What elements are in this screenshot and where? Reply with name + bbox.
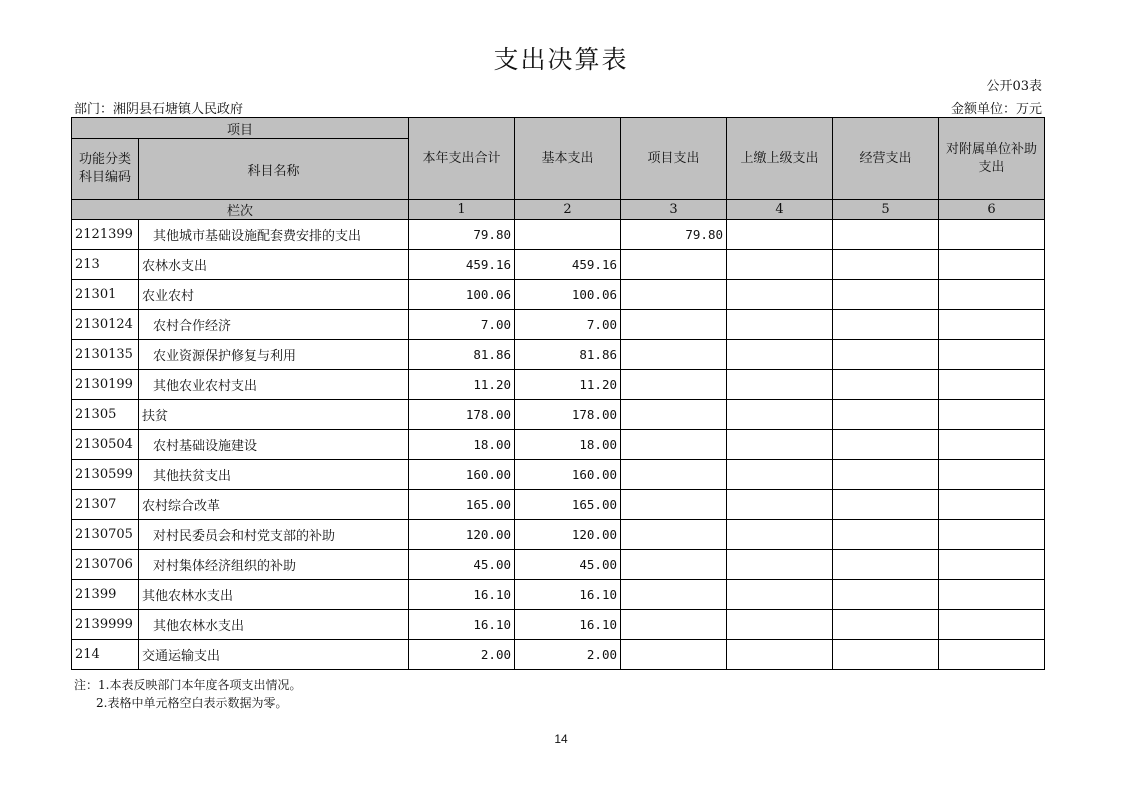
- header-row-1: [72, 118, 1045, 139]
- table-row: [72, 310, 1045, 340]
- cell-code: 2130135: [72, 340, 139, 370]
- cell-business: [833, 550, 939, 580]
- header-subject-name: 科目名称: [139, 139, 409, 200]
- cell-total: 120.00: [409, 520, 515, 550]
- cell-project: [621, 550, 727, 580]
- cell-subject-name: 其他农林水支出: [139, 610, 409, 640]
- cell-subsidy: [939, 220, 1045, 250]
- cell-upper: [727, 490, 833, 520]
- cell-total: 160.00: [409, 460, 515, 490]
- header-col-business: 经营支出: [833, 118, 939, 200]
- cell-project: 79.80: [621, 220, 727, 250]
- table-row: [72, 640, 1045, 670]
- lanci-number: 6: [939, 200, 1045, 220]
- cell-subsidy: [939, 520, 1045, 550]
- cell-subsidy: [939, 610, 1045, 640]
- unit-label: 金额单位：万元: [950, 102, 1042, 117]
- lanci-number: 1: [409, 200, 515, 220]
- cell-project: [621, 340, 727, 370]
- cell-project: [621, 250, 727, 280]
- cell-code: 21305: [72, 400, 139, 430]
- cell-subject-name: 交通运输支出: [139, 640, 409, 670]
- cell-basic: 2.00: [515, 640, 621, 670]
- cell-code: 2121399: [72, 220, 139, 250]
- cell-project: [621, 310, 727, 340]
- cell-upper: [727, 460, 833, 490]
- form-code: 公开03表: [986, 79, 1042, 94]
- table-row: [72, 460, 1045, 490]
- cell-business: [833, 640, 939, 670]
- cell-total: 81.86: [409, 340, 515, 370]
- cell-code: 2130199: [72, 370, 139, 400]
- lanci-label: 栏次: [72, 200, 409, 220]
- cell-business: [833, 430, 939, 460]
- header-col-upper: 上缴上级支出: [727, 118, 833, 200]
- cell-basic: 178.00: [515, 400, 621, 430]
- header-col-subsidy: 对附属单位补助支出: [939, 118, 1045, 200]
- table-row: [72, 430, 1045, 460]
- expenditure-table: [71, 117, 1045, 670]
- cell-total: 79.80: [409, 220, 515, 250]
- cell-business: [833, 580, 939, 610]
- cell-total: 165.00: [409, 490, 515, 520]
- cell-subsidy: [939, 310, 1045, 340]
- cell-business: [833, 490, 939, 520]
- cell-business: [833, 520, 939, 550]
- cell-subsidy: [939, 580, 1045, 610]
- cell-business: [833, 370, 939, 400]
- header-col-project: 项目支出: [621, 118, 727, 200]
- cell-business: [833, 310, 939, 340]
- page-number: 14: [554, 732, 568, 746]
- cell-subsidy: [939, 400, 1045, 430]
- cell-upper: [727, 310, 833, 340]
- cell-upper: [727, 250, 833, 280]
- cell-project: [621, 580, 727, 610]
- cell-total: 18.00: [409, 430, 515, 460]
- cell-upper: [727, 550, 833, 580]
- cell-total: 7.00: [409, 310, 515, 340]
- cell-business: [833, 220, 939, 250]
- cell-subsidy: [939, 280, 1045, 310]
- header-col-basic: 基本支出: [515, 118, 621, 200]
- cell-project: [621, 430, 727, 460]
- cell-subject-name: 农业农村: [139, 280, 409, 310]
- cell-code: 21399: [72, 580, 139, 610]
- cell-business: [833, 250, 939, 280]
- cell-subsidy: [939, 370, 1045, 400]
- cell-code: 21307: [72, 490, 139, 520]
- cell-code: 213: [72, 250, 139, 280]
- cell-code: 2130599: [72, 460, 139, 490]
- cell-total: 16.10: [409, 580, 515, 610]
- cell-upper: [727, 220, 833, 250]
- cell-upper: [727, 400, 833, 430]
- cell-basic: 100.06: [515, 280, 621, 310]
- cell-upper: [727, 370, 833, 400]
- cell-project: [621, 280, 727, 310]
- cell-subject-name: 农林水支出: [139, 250, 409, 280]
- header-func-code: 功能分类科目编码: [72, 139, 139, 200]
- cell-total: 45.00: [409, 550, 515, 580]
- header-col-total: 本年支出合计: [409, 118, 515, 200]
- cell-total: 11.20: [409, 370, 515, 400]
- page-title: 支出决算表: [493, 45, 629, 74]
- cell-project: [621, 490, 727, 520]
- table-row: [72, 340, 1045, 370]
- cell-project: [621, 640, 727, 670]
- lanci-number: 4: [727, 200, 833, 220]
- cell-project: [621, 460, 727, 490]
- cell-subsidy: [939, 460, 1045, 490]
- cell-subject-name: 其他城市基础设施配套费安排的支出: [139, 220, 409, 250]
- table-body: [72, 220, 1045, 670]
- cell-subject-name: 对村民委员会和村党支部的补助: [139, 520, 409, 550]
- lanci-row: [72, 200, 1045, 220]
- table-row: [72, 580, 1045, 610]
- cell-basic: 81.86: [515, 340, 621, 370]
- cell-subject-name: 农村基础设施建设: [139, 430, 409, 460]
- cell-total: 16.10: [409, 610, 515, 640]
- lanci-number: 3: [621, 200, 727, 220]
- cell-project: [621, 520, 727, 550]
- cell-subject-name: 扶贫: [139, 400, 409, 430]
- cell-subsidy: [939, 340, 1045, 370]
- table-row: [72, 250, 1045, 280]
- lanci-number: 5: [833, 200, 939, 220]
- cell-subject-name: 农村综合改革: [139, 490, 409, 520]
- cell-subject-name: 农业资源保护修复与利用: [139, 340, 409, 370]
- cell-business: [833, 280, 939, 310]
- cell-project: [621, 370, 727, 400]
- cell-basic: 16.10: [515, 580, 621, 610]
- cell-basic: 120.00: [515, 520, 621, 550]
- cell-code: 2139999: [72, 610, 139, 640]
- cell-subject-name: 其他农林水支出: [139, 580, 409, 610]
- cell-project: [621, 400, 727, 430]
- note-2: 2.表格中单元格空白表示数据为零。: [96, 696, 288, 710]
- table-row: [72, 490, 1045, 520]
- lanci-number: 2: [515, 200, 621, 220]
- table-row: [72, 610, 1045, 640]
- cell-code: 2130124: [72, 310, 139, 340]
- table-row: [72, 550, 1045, 580]
- cell-upper: [727, 340, 833, 370]
- cell-basic: 165.00: [515, 490, 621, 520]
- table-row: [72, 220, 1045, 250]
- cell-business: [833, 340, 939, 370]
- cell-total: 459.16: [409, 250, 515, 280]
- cell-project: [621, 610, 727, 640]
- cell-basic: 7.00: [515, 310, 621, 340]
- cell-code: 214: [72, 640, 139, 670]
- cell-upper: [727, 520, 833, 550]
- cell-basic: [515, 220, 621, 250]
- cell-basic: 16.10: [515, 610, 621, 640]
- cell-subsidy: [939, 430, 1045, 460]
- table-row: [72, 280, 1045, 310]
- cell-upper: [727, 430, 833, 460]
- cell-subject-name: 其他农业农村支出: [139, 370, 409, 400]
- cell-upper: [727, 280, 833, 310]
- cell-business: [833, 460, 939, 490]
- cell-code: 21301: [72, 280, 139, 310]
- cell-upper: [727, 640, 833, 670]
- cell-subsidy: [939, 250, 1045, 280]
- cell-subject-name: 其他扶贫支出: [139, 460, 409, 490]
- cell-subject-name: 对村集体经济组织的补助: [139, 550, 409, 580]
- table-row: [72, 520, 1045, 550]
- cell-basic: 18.00: [515, 430, 621, 460]
- cell-total: 178.00: [409, 400, 515, 430]
- cell-business: [833, 400, 939, 430]
- cell-business: [833, 610, 939, 640]
- header-project: 项目: [72, 118, 409, 139]
- cell-basic: 11.20: [515, 370, 621, 400]
- cell-upper: [727, 610, 833, 640]
- cell-subsidy: [939, 490, 1045, 520]
- cell-basic: 45.00: [515, 550, 621, 580]
- cell-code: 2130504: [72, 430, 139, 460]
- table-row: [72, 400, 1045, 430]
- cell-upper: [727, 580, 833, 610]
- cell-total: 2.00: [409, 640, 515, 670]
- cell-subject-name: 农村合作经济: [139, 310, 409, 340]
- cell-basic: 160.00: [515, 460, 621, 490]
- department-label: 部门：湘阴县石塘镇人民政府: [74, 102, 244, 117]
- table-row: [72, 370, 1045, 400]
- cell-total: 100.06: [409, 280, 515, 310]
- cell-subsidy: [939, 640, 1045, 670]
- cell-subsidy: [939, 550, 1045, 580]
- cell-code: 2130705: [72, 520, 139, 550]
- cell-basic: 459.16: [515, 250, 621, 280]
- note-1: 注：1.本表反映部门本年度各项支出情况。: [74, 678, 302, 692]
- cell-code: 2130706: [72, 550, 139, 580]
